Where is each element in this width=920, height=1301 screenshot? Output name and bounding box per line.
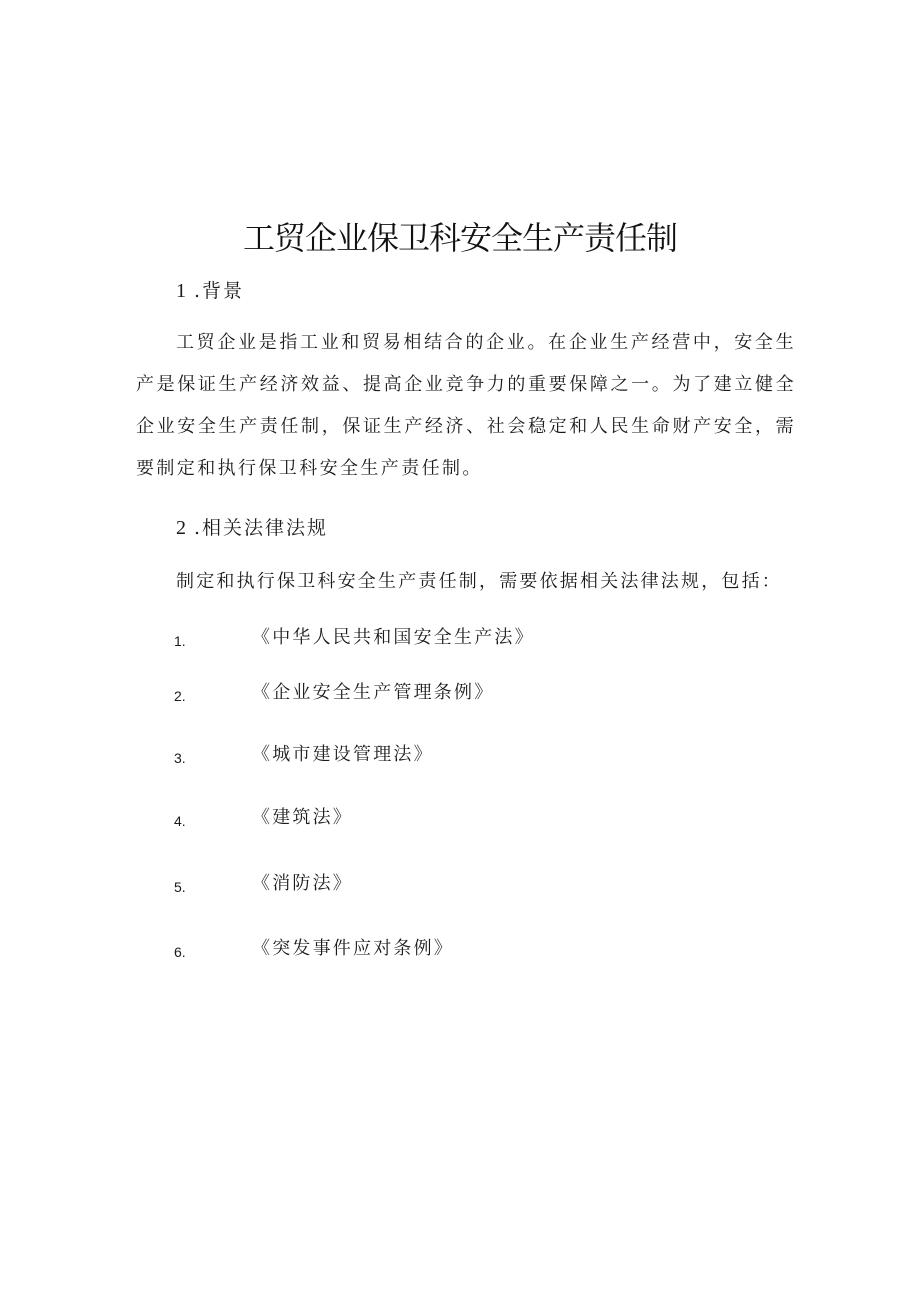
background-paragraph: 工贸企业是指工业和贸易相结合的企业。在企业生产经营中，安全生产是保证生产经济效益、提高企业竞争力的重要保障之一。为了建立健全企业安全生产责任制，保证生产经济、社会稳定和人民生命财产安全，需要制定和执行保卫科安全生产责任制。 (136, 332, 796, 479)
list-item-number: 5. (174, 879, 186, 895)
document-title: 工贸企业保卫科安全生产责任制 (242, 219, 677, 257)
list-item-text: 《建筑法》 (252, 807, 353, 828)
laws-intro-text: 制定和执行保卫科安全生产责任制，需要依据相关法律法规，包括： (176, 571, 782, 592)
list-item-text: 《中华人民共和国安全生产法》 (252, 627, 535, 648)
list-item-number: 1. (174, 633, 186, 649)
section-title: .相关法律法规 (194, 517, 329, 539)
list-item-number: 6. (174, 944, 186, 960)
list-item-number: 4. (174, 813, 186, 829)
section-title: .背景 (194, 280, 245, 302)
list-item-text: 《突发事件应对条例》 (252, 938, 454, 959)
section-number: 2 (176, 517, 188, 539)
list-item-text: 《消防法》 (252, 873, 353, 894)
list-item-text: 《企业安全生产管理条例》 (252, 682, 495, 703)
section-number: 1 (176, 280, 188, 302)
list-item-text: 《城市建设管理法》 (252, 744, 434, 765)
list-item-number: 2. (174, 688, 186, 704)
list-item-number: 3. (174, 750, 186, 766)
